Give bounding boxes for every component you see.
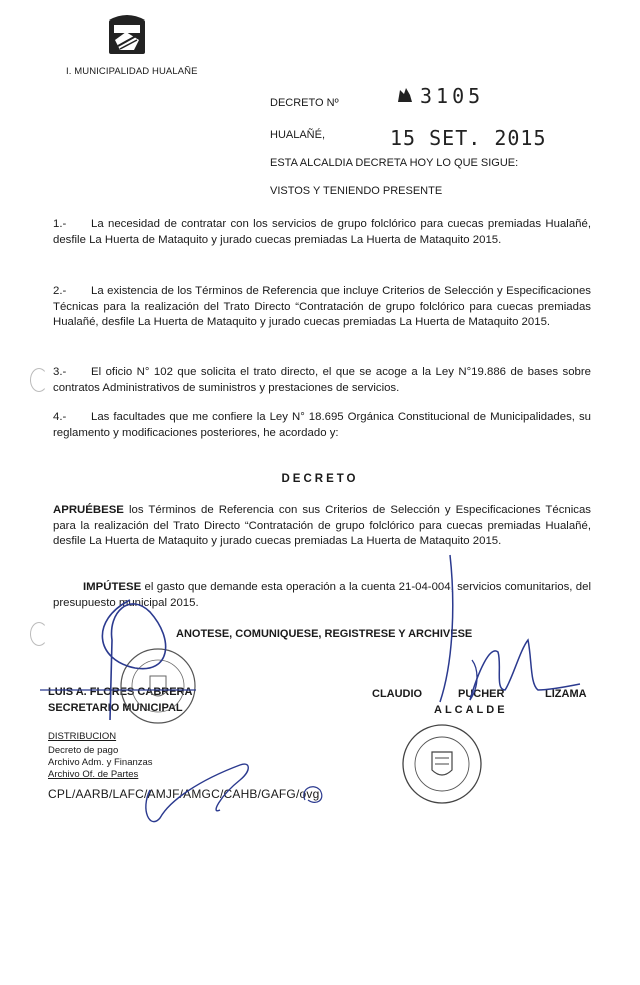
secretario-title: SECRETARIO MUNICIPAL bbox=[48, 702, 183, 714]
distribucion-item: Archivo Of. de Partes bbox=[48, 769, 139, 780]
date-stamp: 15 SET. 2015 bbox=[390, 126, 547, 150]
alcalde-seal bbox=[400, 722, 484, 811]
alcalde-last-name: LIZAMA bbox=[545, 688, 587, 700]
municipality-name: I. MUNICIPALIDAD HUALAÑE bbox=[66, 66, 198, 77]
secretario-name: LUIS A. FLORES CABRERA bbox=[48, 686, 193, 698]
distribucion-heading: DISTRIBUCION bbox=[48, 731, 117, 742]
visto-item: 1.- La necesidad de contratar con los servicios de grupo folclórico para cuecas premiadas Hualañé, desfile La Huerta de Mataquito y jurado cuecas premiadas La Huerta de Mataquito 2015. bbox=[53, 218, 591, 246]
secretario-seal bbox=[118, 646, 198, 731]
alcalde-first-name: CLAUDIO bbox=[372, 688, 423, 700]
decreto-number: 3105 bbox=[420, 84, 485, 108]
visto-item: 2.- La existencia de los Términos de Referencia que incluye Criterios de Selección y Especificaciones Técnicas para la realización del Trato Directo “Contratación de grupo folclórico para cuecas premiadas Hualañé, desfile La Huerta de Mataquito y jurado cuecas premiadas La Huerta de Mataquito 2015. bbox=[53, 285, 591, 329]
punch-hole bbox=[30, 622, 48, 646]
visto-item: 3.- El oficio N° 102 que solicita el trato directo, el que se acoge a la Ley N°19.886 de bases sobre contratos Administrativos de suministros y prestaciones de servicios. bbox=[53, 366, 591, 394]
apruebese-paragraph: APRUÉBESE los Términos de Referencia con sus Criterios de Selección y Especificaciones Técnicas para la realización del Trato Directo “Contratación de grupo folclórico para cuecas premiadas Hualañé, desfile La Huerta de Mataquito y jurado cuecas premiadas La Huerta de Mataquito 2015. bbox=[53, 504, 591, 548]
visto-item: 4.- Las facultades que me confiere la Ley N° 18.695 Orgánica Constitucional de Municipalidades, su reglamento y modificaciones posteriores, he acordado y: bbox=[53, 411, 591, 439]
decreto-title: DECRETO bbox=[281, 473, 359, 485]
imputese-paragraph: IMPÚTESE el gasto que demande esta operación a la cuenta 21-04-004, servicios comunitarios, del presupuesto municipal 2015. bbox=[53, 581, 591, 609]
decree-intro: ESTA ALCALDIA DECRETA HOY LO QUE SIGUE: bbox=[270, 157, 519, 169]
alcalde-middle-name: PUCHER bbox=[458, 688, 505, 700]
distribucion-item: Decreto de pago bbox=[48, 745, 119, 756]
anotese-line: ANOTESE, COMUNIQUESE, REGISTRESE Y ARCHIVESE bbox=[176, 628, 473, 640]
municipal-crest-logo bbox=[106, 10, 148, 60]
initials-line: CPL/AARB/LAFC/AMJF/AMGC/CAHB/GAFG/ovg bbox=[48, 787, 320, 801]
punch-hole bbox=[30, 368, 48, 392]
vistos-heading: VISTOS Y TENIENDO PRESENTE bbox=[270, 185, 443, 197]
decreto-label: DECRETO Nº bbox=[270, 97, 339, 109]
alcalde-title: ALCALDE bbox=[434, 704, 508, 716]
distribucion-item: Archivo Adm. y Finanzas bbox=[48, 757, 153, 768]
stamp-mark-icon bbox=[396, 86, 414, 104]
place-label: HUALAÑÉ, bbox=[270, 129, 326, 141]
